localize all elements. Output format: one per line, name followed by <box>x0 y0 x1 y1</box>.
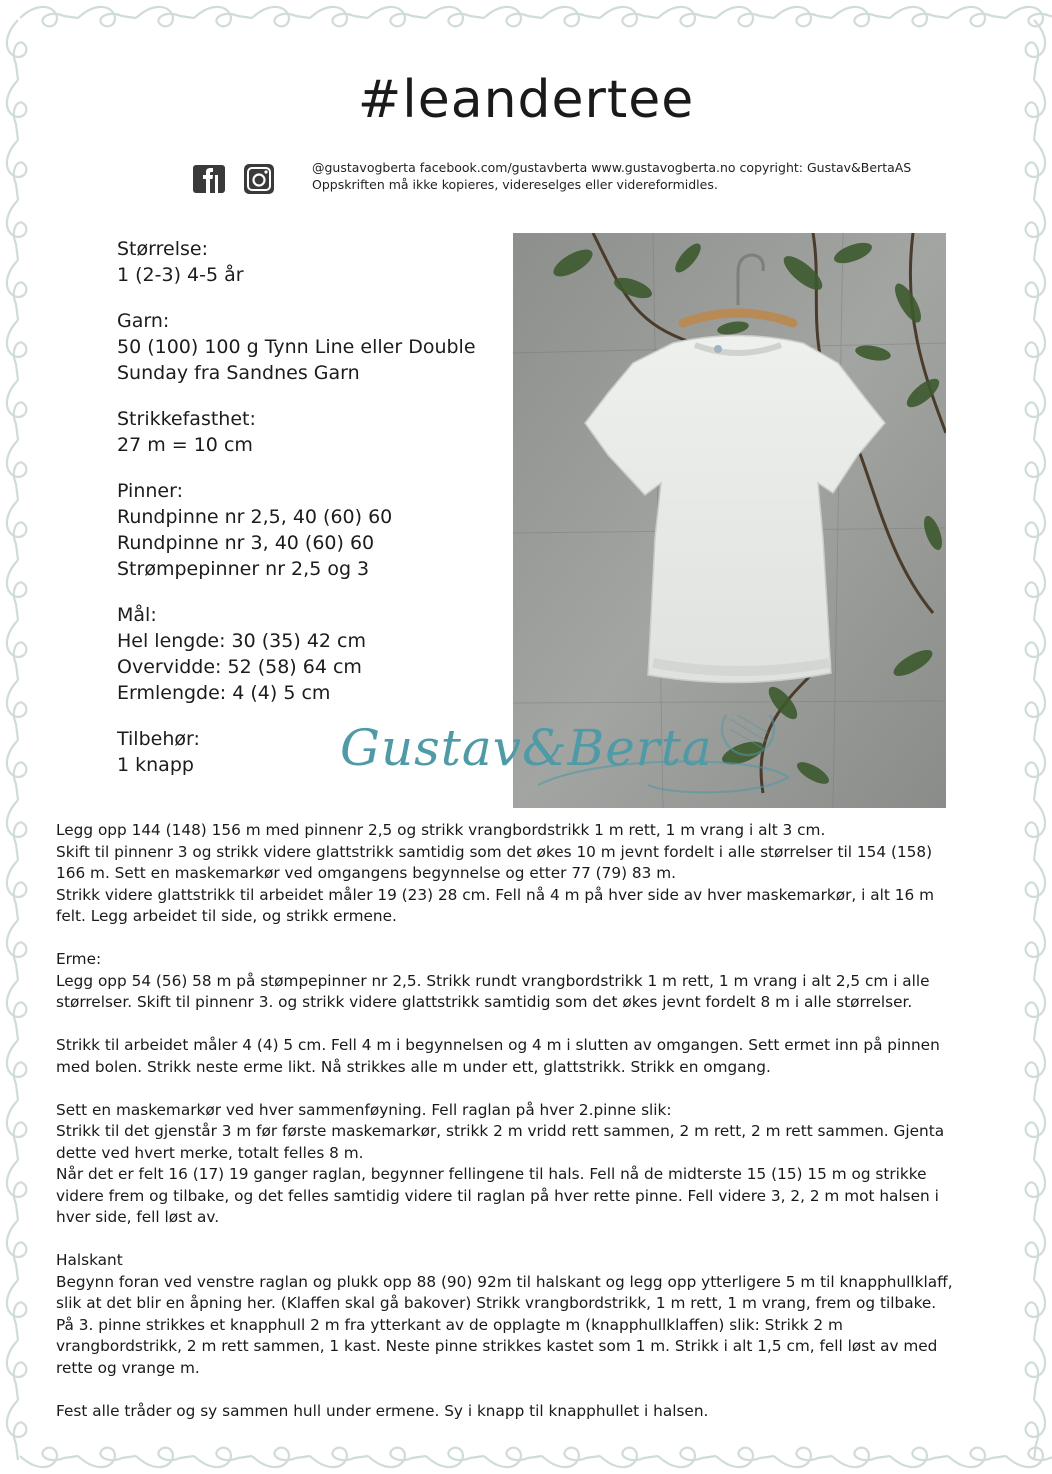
section-heading: Halskant <box>56 1251 123 1269</box>
spec-value: 1 knapp <box>117 754 194 776</box>
credit-line: Oppskriften må ikke kopieres, videreselges eller videreformidles. <box>312 177 718 192</box>
spec-value: Hel lengde: 30 (35) 42 cm <box>117 630 366 652</box>
brand-watermark <box>338 715 808 805</box>
instruction-line: Legg opp 54 (56) 58 m på stømpepinner nr 2,5. Strikk rundt vrangbordstrikk 1 m rett, 1 m vrang i alt 2,5 cm i alle <box>56 971 930 990</box>
pattern-specifications <box>117 236 497 798</box>
social-links <box>192 163 276 195</box>
spec-gauge <box>117 406 497 458</box>
instruction-paragraph <box>56 1401 1001 1423</box>
spec-value: Strømpepinner nr 2,5 og 3 <box>117 558 370 580</box>
instruction-line: med bolen. Strikk neste erme likt. Nå strikkes alle m under ett, glattstrikk. Strikk en omgang. <box>56 1057 771 1076</box>
instruction-line: 166 m. Sett en maskemarkør ved omgangens begynnelse og etter 77 (79) 83 m. <box>56 864 677 882</box>
instruction-line: Fest alle tråder og sy sammen hull under ermene. Sy i knapp til knapphullet i halsen. <box>56 1401 709 1420</box>
spec-value: Rundpinne nr 3, 40 (60) 60 <box>117 532 375 554</box>
spec-label: Strikkefasthet: <box>117 408 256 430</box>
spec-size <box>117 236 497 288</box>
instruction-paragraph <box>56 1100 1001 1229</box>
instruction-line: Sett en maskemarkør ved hver sammenføyning. Fell raglan på hver 2.pinne slik: <box>56 1100 672 1119</box>
spec-measurements <box>117 602 497 706</box>
instruction-paragraph <box>56 1250 1001 1379</box>
instruction-line: felt. Legg arbeidet til side, og strikk ermene. <box>56 907 397 925</box>
spec-value: Overvidde: 52 (58) 64 cm <box>117 656 362 678</box>
instruction-paragraph <box>56 1035 1001 1078</box>
watermark-text: Gustav&Berta <box>340 719 713 777</box>
instruction-line: hver side, fell løst av. <box>56 1208 220 1226</box>
instruction-paragraph <box>56 820 1001 928</box>
spec-needles <box>117 478 497 582</box>
spec-yarn <box>117 308 497 386</box>
page-title: #leandertee <box>357 70 695 130</box>
instruction-line: På 3. pinne strikkes et knapphull 2 m fra ytterkant av de opplagte m (knapphullklaffen) slik: Strikk 2 m <box>56 1315 843 1334</box>
section-heading: Erme: <box>56 950 102 968</box>
spec-value: 27 m = 10 cm <box>117 434 253 456</box>
instruction-line: størrelser. Skift til pinnenr 3. og strikk videre glattstrikk samtidig som det økes jevnt fordelt 8 m i alle størrelser. <box>56 993 913 1011</box>
spec-value: 50 (100) 100 g Tynn Line eller Double <box>117 336 476 358</box>
instruction-line: rette og vrange m. <box>56 1358 200 1377</box>
spec-value: Sunday fra Sandnes Garn <box>117 362 360 384</box>
spec-label: Garn: <box>117 310 170 332</box>
spec-label: Størrelse: <box>117 238 208 260</box>
instruction-line: Skift til pinnenr 3 og strikk videre glattstrikk samtidig som det økes 10 m jevnt fordelt i alle størrelser til 154 (158) <box>56 842 933 861</box>
facebook-icon[interactable] <box>192 163 226 195</box>
spec-label: Mål: <box>117 604 157 626</box>
instruction-line: vrangbordstrikk, 2 m rett sammen, 1 kast. Neste pinne strikkes kastet som 1 m. Strikk i alt 1,5 cm, fell løst av med <box>56 1337 938 1355</box>
credit-line: @gustavogberta facebook.com/gustavberta www.gustavogberta.no copyright: Gustav&BertaAS <box>312 160 912 175</box>
instruction-line: Legg opp 144 (148) 156 m med pinnenr 2,5 og strikk vrangbordstrikk 1 m rett, 1 m vrang i alt 3 cm. <box>56 821 826 839</box>
spec-label: Pinner: <box>117 480 183 502</box>
spec-value: Rundpinne nr 2,5, 40 (60) 60 <box>117 506 393 528</box>
instruction-line: Strikk til arbeidet måler 4 (4) 5 cm. Fell 4 m i begynnelsen og 4 m i slutten av omgangen. Sett ermet inn på pinnen <box>56 1036 940 1054</box>
spec-value: Ermlengde: 4 (4) 5 cm <box>117 682 331 704</box>
instruction-paragraph <box>56 949 1001 1014</box>
spec-value: 1 (2-3) 4-5 år <box>117 264 244 286</box>
instruction-line: slik at det blir en åpning her. (Klaffen skal gå bakover) Strikk vrangbordstrikk, 1 m rett, 1 m vrang, frem og tilbake. <box>56 1294 937 1312</box>
instructions <box>56 820 1001 1444</box>
instruction-line: Begynn foran ved venstre raglan og plukk opp 88 (90) 92m til halskant og legg opp ytterligere 5 m til knapphullklaff, <box>56 1272 953 1291</box>
spec-label: Tilbehør: <box>117 728 200 750</box>
instruction-line: Strikk videre glattstrikk til arbeidet måler 19 (23) 28 cm. Fell nå 4 m på hver side av hver maskemarkør, i alt 16 m <box>56 885 934 904</box>
instruction-line: videre frem og tilbake, og det felles samtidig videre til raglan på hver rette pinne. Fell videre 3, 2, 2 m mot halsen i <box>56 1186 939 1205</box>
instruction-line: dette ved hvert merke, totalt felles 8 m. <box>56 1143 364 1162</box>
instruction-line: Strikk til det gjenstår 3 m før første maskemarkør, strikk 2 m vridd rett sammen, 2 m rett, 2 m rett sammen. Gjenta <box>56 1122 945 1140</box>
instagram-icon[interactable] <box>242 163 276 195</box>
copyright-notice <box>312 159 932 193</box>
instruction-line: Når det er felt 16 (17) 19 ganger raglan, begynner fellingene til hals. Fell nå de midterste 15 (15) 15 m og strikke <box>56 1165 927 1183</box>
